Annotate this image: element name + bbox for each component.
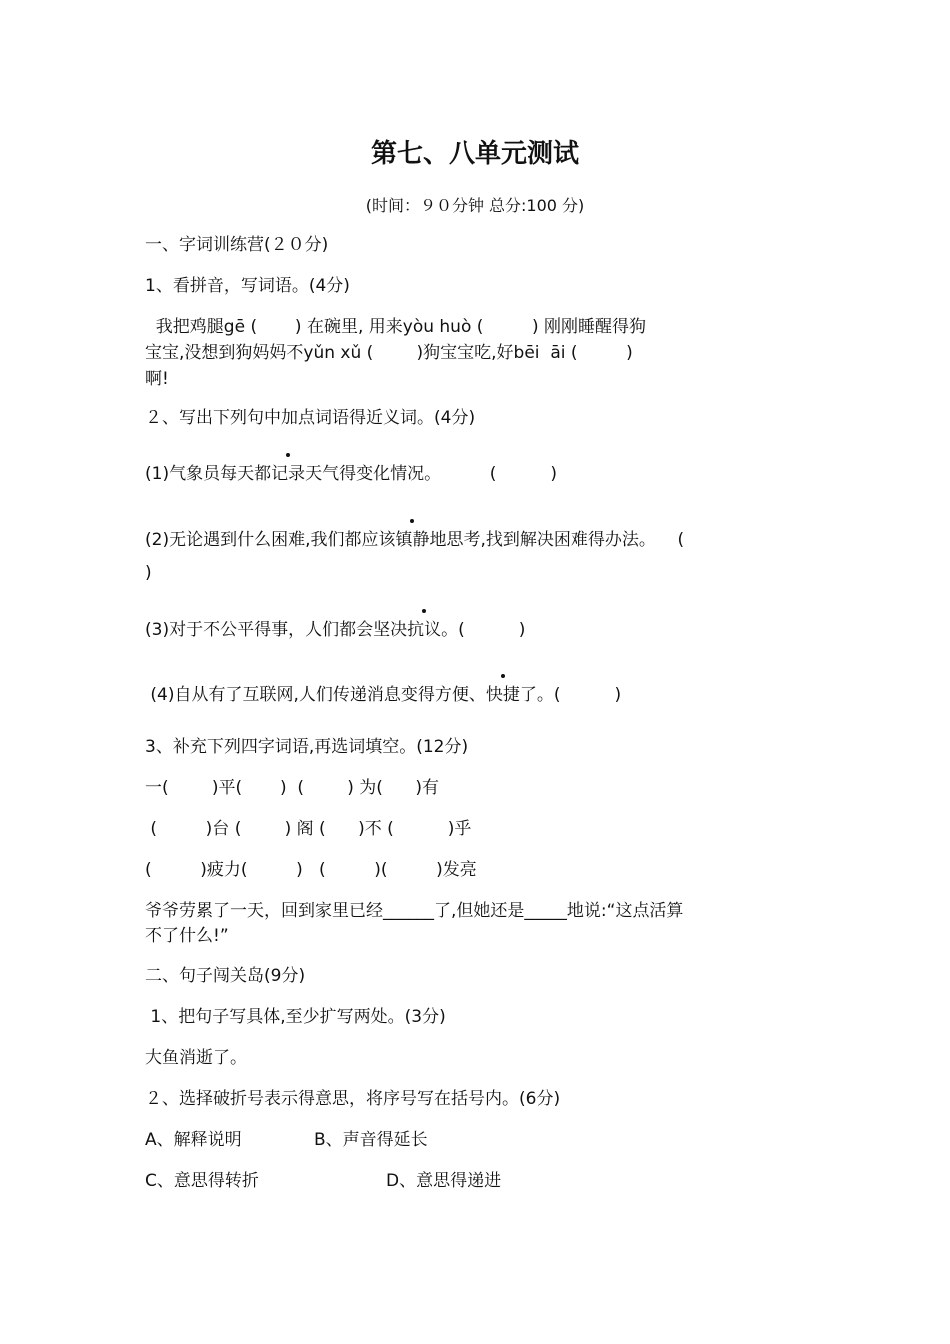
idiom-row-1: 一( )平( ) ( ) 为( )有 — [145, 778, 439, 798]
option-d: D、意思得递进 — [386, 1171, 502, 1191]
option-b: B、声音得延长 — [314, 1130, 428, 1150]
emphasis-dotted-word: 抗议 — [407, 620, 442, 640]
idiom-row-2: ( )台 ( ) 阁 ( )不 ( )乎 — [145, 819, 472, 839]
q1-heading: 1、看拼音，写词语。(4分) — [145, 276, 350, 296]
q2-sentence-2: (2)无论遇到什么困难,我们都应该镇静地思考,找到解决困难得办法。 ( — [145, 530, 685, 550]
emphasis-dotted-word: 快捷 — [485, 685, 520, 705]
option-c: C、意思得转折 — [145, 1171, 259, 1191]
q2-sentence-4: (4)自从有了互联网,人们传递消息变得方便、快捷了。( ) — [145, 685, 622, 705]
q2-sentence-1: (1)气象员每天都记录天气得变化情况。 ( ) — [145, 464, 558, 484]
q1-line-2: 宝宝,没想到狗妈妈不yǔn xǔ ( )狗宝宝吃,好bēi āi ( ) — [145, 343, 633, 363]
q1-line-3: 啊! — [145, 369, 169, 389]
page-title: 第七、八单元测试 — [370, 139, 579, 169]
fill-blank-line-1: 爷爷劳累了一天，回到家里已经______了,但她还是_____地说:“这点活算 — [145, 901, 684, 921]
s2-q2-heading: ２、选择破折号表示得意思，将序号写在括号内。(6分) — [145, 1089, 561, 1109]
q3-heading: 3、补充下列四字词语,再选词填空。(12分) — [145, 737, 469, 757]
emphasis-dotted-word: 记录 — [271, 464, 306, 484]
q2-sentence-2-cont: ) — [145, 563, 152, 583]
s2-q1-heading: 1、把句子写具体,至少扩写两处。(3分) — [145, 1007, 446, 1027]
fill-blank-line-2: 不了什么!” — [145, 926, 229, 946]
section-1-heading: 一、字词训练营(２０分) — [145, 235, 329, 255]
section-2-heading: 二、句子闯关岛(9分) — [145, 966, 306, 986]
q2-sentence-3: (3)对于不公平得事，人们都会坚决抗议。( ) — [145, 620, 526, 640]
option-a: A、解释说明 — [145, 1130, 242, 1150]
idiom-row-3: ( )疲力( ) ( )( )发亮 — [145, 860, 477, 880]
exam-info: (时间：９０分钟 总分:100 分) — [365, 196, 585, 215]
s2-q1-sentence: 大鱼消逝了。 — [145, 1048, 247, 1068]
q1-line-1: 我把鸡腿gē ( ) 在碗里, 用来yòu huò ( ) 刚刚睡醒得狗 — [145, 317, 647, 337]
emphasis-dotted-word: 镇静 — [395, 530, 430, 550]
q2-heading: ２、写出下列句中加点词语得近义词。(4分) — [145, 408, 476, 428]
